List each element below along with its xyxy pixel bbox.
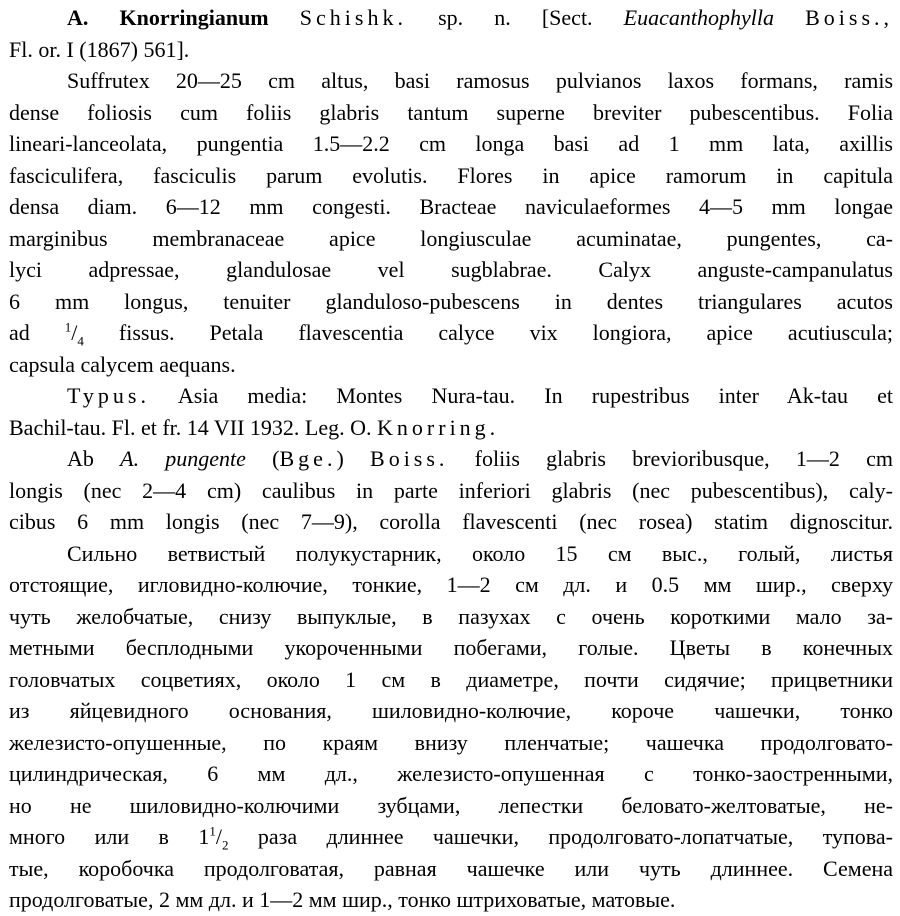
- text-line: [9, 65, 893, 97]
- text-line: [9, 758, 893, 790]
- text-segment: Сильно ветвистый полукустарник, около 15 см выс., голый, листья: [67, 540, 893, 566]
- text-line: [9, 821, 893, 853]
- typus-paragraph: [9, 380, 893, 443]
- text-line: [9, 853, 893, 885]
- text-segment: sp. n. [Sect.: [406, 5, 624, 30]
- text-segment: fasciculifera, fasciculis parum evolutis. Flores in apice ramorum in capitula: [9, 162, 893, 188]
- text-segment: 1: [64, 319, 72, 335]
- text-segment: ): [336, 446, 371, 471]
- text-line: [9, 34, 893, 66]
- text-segment: ad: [9, 320, 65, 345]
- text-segment: [774, 5, 805, 30]
- text-segment: Typus.: [67, 383, 150, 408]
- text-segment: lineari-lanceolata, pungentia 1.5—2.2 cm longa basi ad 1 mm lata, axillis: [9, 131, 893, 156]
- text-segment: Boiss.: [370, 446, 449, 471]
- text-segment: много или в 1: [9, 824, 210, 849]
- text-line: [9, 412, 893, 444]
- text-segment: Suffrutex 20—25 cm altus, basi ramosus pulvianos laxos formans, ramis: [67, 68, 893, 93]
- diagnosis-paragraph: [9, 443, 893, 538]
- text-segment: головчатых соцветиях, около 1 см в диаметре, почти сидячие; прицветники: [9, 666, 893, 692]
- text-line: [9, 128, 893, 160]
- text-line: [9, 569, 893, 601]
- text-segment: fissus. Petala flavescentia calyce vix longiora, apice acutiuscula;: [83, 320, 894, 345]
- text-segment: Ab: [67, 446, 121, 471]
- text-line: [9, 695, 893, 727]
- text-segment: lyci adpressae, glandulosae vel sugblabrae. Calyx anguste-campanulatus: [9, 257, 893, 282]
- text-line: [9, 538, 893, 570]
- text-segment: 4: [77, 333, 84, 349]
- text-segment: цилиндрическая, 6 мм дл., железисто-опушенная с тонко-заостренными,: [9, 761, 893, 786]
- text-segment: отстоящие, игловидно-колючие, тонкие, 1—2 см дл. и 0.5 мм шир., сверху: [9, 572, 893, 597]
- text-segment: 2: [221, 837, 229, 853]
- text-segment: Boiss.,: [805, 5, 894, 30]
- text-segment: [269, 5, 300, 30]
- text-line: [9, 191, 893, 223]
- text-segment: /: [71, 320, 78, 345]
- text-line: [9, 317, 893, 349]
- text-segment: Bge.: [279, 446, 337, 471]
- text-segment: marginibus membranaceae apice longiusculae acuminatae, pungentes, ca-: [9, 225, 893, 251]
- text-line: [9, 349, 893, 381]
- text-segment: но не шиловидно-колючими зубцами, лепестки беловато-желтоватые, не-: [9, 792, 893, 818]
- text-segment: из яйцевидного основания, шиловидно-колючие, короче чашечки, тонко: [9, 698, 893, 723]
- text-segment: метными бесплодными укороченными побегами, голые. Цветы в конечных: [9, 635, 893, 660]
- text-line: [9, 506, 893, 538]
- text-line: [9, 380, 893, 412]
- text-line: [9, 601, 893, 633]
- text-line: [9, 160, 893, 192]
- text-segment: cibus 6 mm longis (nec 7—9), corolla flavescenti (nec rosea) statim dignoscitur.: [9, 509, 893, 534]
- text-line: [9, 223, 893, 255]
- text-line: [9, 443, 893, 475]
- text-line: [9, 286, 893, 318]
- text-line: [9, 727, 893, 759]
- text-line: [9, 790, 893, 822]
- text-segment: foliis glabris brevioribusque, 1—2 cm: [448, 446, 894, 471]
- text-line: [9, 664, 893, 696]
- text-line: [9, 884, 893, 916]
- text-segment: capsula calycem aequans.: [9, 351, 236, 377]
- text-segment: Fl. or. I (1867) 561].: [9, 36, 190, 62]
- russian-description: [9, 538, 893, 916]
- species-heading: [9, 2, 893, 65]
- text-line: [9, 97, 893, 129]
- text-segment: /: [215, 824, 222, 849]
- latin-description: [9, 65, 893, 380]
- text-line: [9, 254, 893, 286]
- text-segment: Euacanthophylla: [623, 5, 774, 30]
- text-segment: Schishk.: [299, 5, 407, 30]
- text-segment: Knorring.: [377, 414, 500, 440]
- text-segment: железисто-опушенные, по краям внизу пленчатые; чашечка продолговато-: [9, 729, 893, 755]
- text-segment: (: [245, 446, 280, 471]
- text-line: [9, 2, 893, 34]
- text-line: [9, 475, 893, 507]
- text-segment: Bachil-tau. Fl. et fr. 14 VII 1932. Leg. O.: [9, 414, 378, 440]
- text-segment: longis (nec 2—4 cm) caulibus in parte inferiori glabris (nec pubescentibus), caly-: [9, 477, 893, 503]
- text-segment: чуть желобчатые, снизу выпуклые, в пазухах с очень короткими мало за-: [9, 603, 893, 629]
- text-segment: A. pungente: [120, 446, 246, 471]
- text-segment: тые, коробочка продолговатая, равная чашечке или чуть длиннее. Семена: [9, 855, 893, 881]
- text-segment: densa diam. 6—12 mm congesti. Bracteae naviculaeformes 4—5 mm longae: [9, 194, 893, 219]
- text-segment: dense foliosis cum foliis glabris tantum superne breviter pubescentibus. Folia: [9, 99, 893, 125]
- text-segment: 6 mm longus, tenuiter glanduloso-pubescens in dentes triangulares acutos: [9, 288, 893, 314]
- text-line: [9, 632, 893, 664]
- text-segment: раза длиннее чашечки, продолговато-лопатчатые, тупова-: [228, 824, 893, 849]
- text-segment: продолговатые, 2 мм дл. и 1—2 мм шир., тонко штриховатые, матовые.: [9, 887, 676, 912]
- text-segment: A. Knorringianum: [67, 5, 269, 30]
- document-page: [9, 2, 893, 916]
- text-segment: 1: [209, 823, 216, 839]
- text-segment: Asia media: Montes Nura-tau. In rupestribus inter Ak-tau et: [149, 383, 893, 408]
